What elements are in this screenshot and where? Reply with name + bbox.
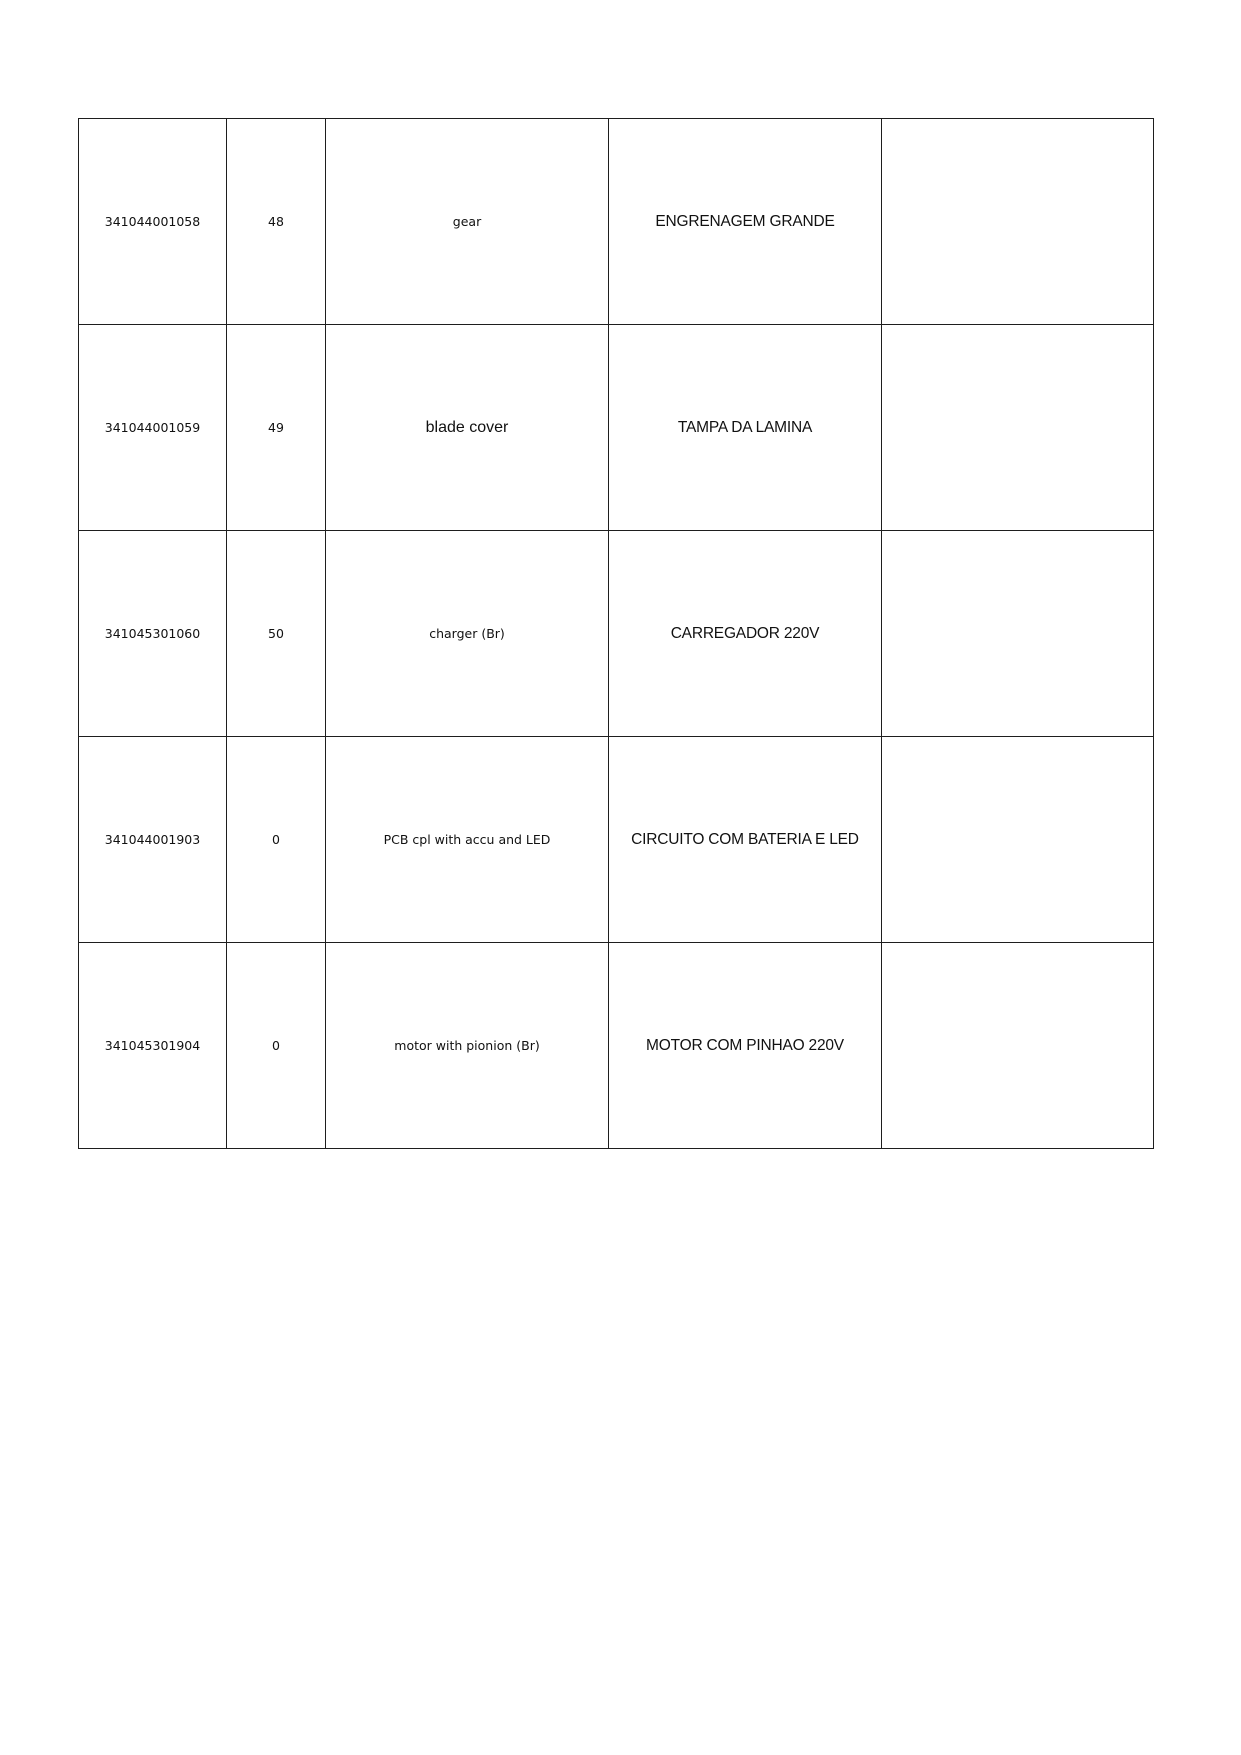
table-row	[79, 737, 1154, 943]
description-pt-cell: TAMPA DA LAMINA	[609, 325, 882, 531]
table-row	[79, 119, 1154, 325]
description-en-cell: charger (Br)	[326, 531, 609, 737]
description-pt-cell: CARREGADOR 220V	[609, 531, 882, 737]
description-en-cell: gear	[326, 119, 609, 325]
part-code-cell: 341045301904	[79, 943, 227, 1149]
description-pt-cell: MOTOR COM PINHAO 220V	[609, 943, 882, 1149]
position-cell: 0	[227, 943, 326, 1149]
table-row	[79, 531, 1154, 737]
position-cell: 50	[227, 531, 326, 737]
position-cell: 48	[227, 119, 326, 325]
position-cell: 0	[227, 737, 326, 943]
parts-table	[78, 118, 1154, 1149]
table-row	[79, 325, 1154, 531]
description-pt-cell: ENGRENAGEM GRANDE	[609, 119, 882, 325]
position-cell: 49	[227, 325, 326, 531]
notes-cell	[882, 325, 1154, 531]
table-row	[79, 943, 1154, 1149]
part-code-cell: 341044001058	[79, 119, 227, 325]
description-en-cell: motor with pionion (Br)	[326, 943, 609, 1149]
part-code-cell: 341044001059	[79, 325, 227, 531]
notes-cell	[882, 943, 1154, 1149]
part-code-cell: 341044001903	[79, 737, 227, 943]
description-pt-cell: CIRCUITO COM BATERIA E LED	[609, 737, 882, 943]
notes-cell	[882, 119, 1154, 325]
notes-cell	[882, 737, 1154, 943]
description-en-cell: PCB cpl with accu and LED	[326, 737, 609, 943]
description-en-cell: blade cover	[326, 325, 609, 531]
part-code-cell: 341045301060	[79, 531, 227, 737]
notes-cell	[882, 531, 1154, 737]
